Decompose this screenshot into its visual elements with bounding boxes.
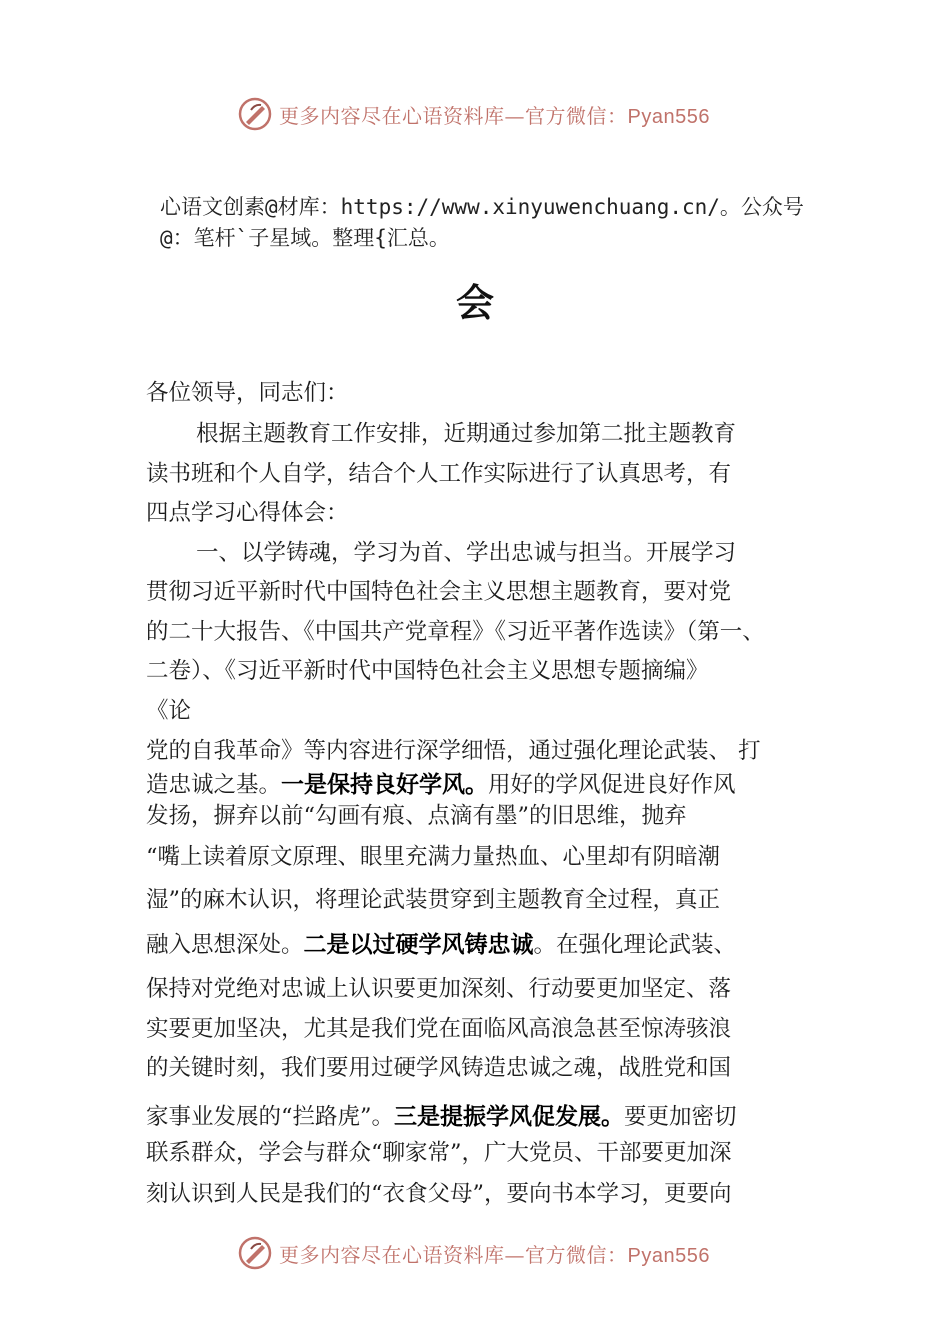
pen-logo-icon bbox=[237, 1235, 273, 1271]
pen-logo-icon bbox=[237, 96, 273, 132]
key-point-2: 二是以过硬学风铸忠诚 bbox=[303, 932, 534, 958]
paragraph-line: 湿”的麻木认识，将理论武装贯穿到主题教育全过程，真正 bbox=[146, 887, 721, 913]
paragraph-line: 党的自我革命》等内容进行深学细悟，通过强化理论武装、 打 bbox=[146, 738, 761, 764]
salutation: 各位领导，同志们： bbox=[146, 380, 349, 406]
header-watermark bbox=[0, 92, 950, 136]
watermark-text: 更多内容尽在心语资料库—官方微信：Pyan556 bbox=[279, 1242, 710, 1267]
paragraph-line: 刻认识到人民是我们的“衣食父母”，要向书本学习，更要向 bbox=[146, 1181, 732, 1207]
watermark-text: 更多内容尽在心语资料库—官方微信：Pyan556 bbox=[279, 103, 710, 128]
document-title: 会 bbox=[455, 281, 494, 325]
paragraph-line: 造忠诚之基。一是保持良好学风。用好的学风促进良好作风 bbox=[146, 772, 736, 798]
source-note: 心语文创素@材库：https://www.xinyuwenchuang.cn/。公众号@：笔杆`子星域。整理{汇总。 bbox=[160, 195, 804, 250]
paragraph-line: 的二十大报告、《中国共产党章程》《习近平著作选读》（第一、 bbox=[146, 619, 765, 645]
key-point-1: 一是保持良好学风。 bbox=[281, 772, 489, 798]
paragraph-line: 发扬，摒弃以前“勾画有痕、点滴有墨”的旧思维，抛弃 bbox=[146, 803, 687, 829]
paragraph-line: 保持对党绝对忠诚上认识要更加深刻、行动要更加坚定、落 bbox=[146, 976, 732, 1002]
paragraph-line: 融入思想深处。二是以过硬学风铸忠诚。在强化理论武装、 bbox=[146, 932, 737, 958]
paragraph-line: 的关键时刻，我们要用过硬学风铸造忠诚之魂，战胜党和国 bbox=[146, 1055, 732, 1081]
paragraph-line: 家事业发展的“拦路虎”。三是提振学风促发展。要更加密切 bbox=[146, 1104, 737, 1130]
paragraph-line: “嘴上读着原文原理、眼里充满力量热血、心里却有阴暗潮 bbox=[146, 844, 721, 870]
paragraph-line: 联系群众，学会与群众“聊家常”，广大党员、干部要更加深 bbox=[146, 1140, 732, 1166]
paragraph-line: 二卷）、《习近平新时代中国特色社会主义思想专题摘编》 bbox=[146, 658, 709, 684]
paragraph-line: 读书班和个人自学，结合个人工作实际进行了认真思考，有 bbox=[146, 461, 732, 487]
paragraph-line: 根据主题教育工作安排，近期通过参加第二批主题教育 bbox=[196, 421, 737, 447]
paragraph-line: 《论 bbox=[146, 698, 192, 724]
paragraph-line: 四点学习心得体会： bbox=[146, 500, 349, 526]
paragraph-line: 一、以学铸魂，学习为首、学出忠诚与担当。开展学习 bbox=[196, 540, 737, 566]
paragraph-line: 贯彻习近平新时代中国特色社会主义思想主题教育，要对党 bbox=[146, 579, 732, 605]
footer-watermark bbox=[0, 1231, 950, 1275]
paragraph-line: 实要更加坚决，尤其是我们党在面临风高浪急甚至惊涛骇浪 bbox=[146, 1016, 732, 1042]
key-point-3: 三是提振学风促发展。 bbox=[394, 1104, 625, 1130]
